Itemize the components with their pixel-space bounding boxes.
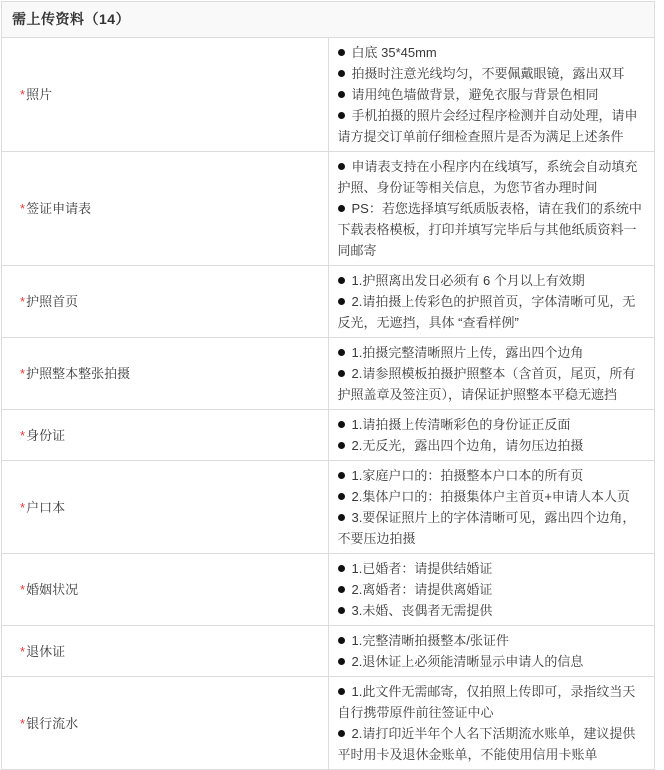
bullet-icon [338,586,345,593]
document-label-cell [2,38,329,152]
requirement-item [338,465,647,486]
requirements-cell [328,410,655,461]
document-label-cell [2,626,329,677]
bullet-icon [338,514,345,521]
bullet-icon [338,565,345,572]
bullet-icon [338,91,345,98]
requirements-cell [328,677,655,770]
document-label: 户口本 [26,499,66,515]
bullet-icon [338,442,345,449]
requirement-item [338,558,647,579]
requirement-text: 3.未婚、丧偶者无需提供 [351,603,493,618]
requirements-cell [328,152,655,266]
requirement-item [338,156,647,198]
requirement-text: 1.请拍摄上传清晰彩色的身份证正反面 [351,417,571,432]
requirement-item [338,651,647,672]
bullet-icon [338,49,345,56]
table-row [2,266,655,338]
table-row [2,626,655,677]
bullet-icon [338,421,345,428]
bullet-icon [338,472,345,479]
requirement-item [338,435,647,456]
requirement-item [338,600,647,621]
requirement-text: 2.无反光，露出四个边角，请勿压边拍摄 [351,438,584,453]
bullet-icon [338,205,345,212]
requirement-text: 1.家庭户口的：拍摄整本户口本的所有页 [351,468,584,483]
table-row [2,152,655,266]
required-asterisk: * [20,366,26,381]
document-label-cell [2,677,329,770]
bullet-icon [338,277,345,284]
requirements-cell [328,554,655,626]
requirement-item [338,342,647,363]
bullet-icon [338,688,345,695]
bullet-icon [338,493,345,500]
bullet-icon [338,298,345,305]
requirement-text: 请用纯色墙做背景，避免衣服与背景色相同 [351,87,599,102]
document-label: 退休证 [26,643,66,659]
requirement-item [338,507,647,549]
requirement-item [338,63,647,84]
document-label-cell [2,266,329,338]
required-asterisk: * [20,715,26,731]
requirement-item [338,270,647,291]
document-label-cell [2,410,329,461]
requirement-text: 1.护照离出发日必须有 6 个月以上有效期 [351,273,585,288]
document-label: 护照首页 [26,294,79,309]
bullet-icon [338,370,345,377]
requirement-item [338,42,647,63]
bullet-icon [338,730,345,737]
document-label-cell [2,152,329,266]
requirement-text: 2.退休证上必须能清晰显示申请人的信息 [351,654,584,669]
requirement-item [338,198,647,261]
table-row [2,338,655,410]
bullet-icon [338,70,345,77]
requirement-text: 申请表支持在小程序内在线填写，系统会自动填充护照、身份证等相关信息，为您节省办理时间 [337,159,638,195]
bullet-icon [338,658,345,665]
requirement-text: 1.拍摄完整清晰照片上传，露出四个边角 [351,345,584,360]
requirement-text: 手机拍摄的照片会经过程序检测并自动处理，请申请方提交订单前仔细检查照片是否为满足上述条件 [337,108,638,144]
requirement-text: 拍摄时注意光线均匀，不要佩戴眼镜，露出双耳 [351,66,625,81]
requirement-item [338,681,647,723]
requirement-item [338,291,647,333]
section-title: 需上传资料（14） [2,2,655,38]
required-asterisk: * [20,427,26,443]
requirements-cell [328,461,655,554]
requirements-cell [328,266,655,338]
required-asterisk: * [20,499,26,515]
document-label: 婚姻状况 [26,582,79,597]
requirement-item [338,363,647,405]
bullet-icon [338,349,345,356]
table-row [2,677,655,770]
document-label: 身份证 [26,427,66,443]
table-row [2,461,655,554]
requirements-cell [328,338,655,410]
requirement-text: 1.已婚者：请提供结婚证 [351,561,493,576]
requirement-item [338,723,647,765]
requirement-text: 2.集体户口的：拍摄集体户主首页+申请人本人页 [351,489,630,504]
requirement-text: 2.请打印近半年个人名下活期流水账单，建议提供平时用卡及退休金账单，不能使用信用卡账单 [337,726,636,762]
requirement-text: 2.离婚者：请提供离婚证 [351,582,493,597]
bullet-icon [338,112,345,119]
requirements-cell [328,38,655,152]
document-label: 签证申请表 [26,201,92,216]
requirement-item [338,84,647,105]
requirement-text: 1.完整清晰拍摄整本/张证件 [351,633,509,648]
requirement-item [338,105,647,147]
upload-requirements-table [1,1,655,770]
required-asterisk: * [20,87,26,102]
table-row [2,38,655,152]
bullet-icon [338,637,345,644]
document-label: 银行流水 [26,715,79,731]
requirement-item [338,486,647,507]
requirement-text: 2.请拍摄上传彩色的护照首页，字体清晰可见，无反光，无遮挡，具体 “查看样例” [337,294,636,330]
required-asterisk: * [20,294,26,309]
requirement-text: 白底 35*45mm [351,45,437,60]
required-asterisk: * [20,643,26,659]
document-label-cell [2,461,329,554]
table-header-row [2,2,655,38]
requirements-cell [328,626,655,677]
requirement-item [338,414,647,435]
required-asterisk: * [20,582,26,597]
document-label-cell [2,554,329,626]
requirement-item [338,579,647,600]
document-label-cell [2,338,329,410]
table-row [2,410,655,461]
bullet-icon [338,163,345,170]
bullet-icon [338,607,345,614]
requirement-text: 1.此文件无需邮寄，仅拍照上传即可，录指纹当天自行携带原件前往签证中心 [337,684,636,720]
requirement-text: PS：若您选择填写纸质版表格，请在我们的系统中下载表格模板，打印并填写完毕后与其他纸质资料一同邮寄 [337,201,642,258]
required-asterisk: * [20,201,26,216]
requirement-item [338,630,647,651]
document-label: 护照整本整张拍摄 [26,366,131,381]
requirement-text: 3.要保证照片上的字体清晰可见，露出四个边角，不要压边拍摄 [337,510,636,546]
table-row [2,554,655,626]
table-body [2,38,655,770]
document-label: 照片 [26,87,53,102]
requirement-text: 2.请参照模板拍摄护照整本（含首页，尾页，所有护照盖章及签注页），请保证护照整本平稳无遮挡 [337,366,636,402]
